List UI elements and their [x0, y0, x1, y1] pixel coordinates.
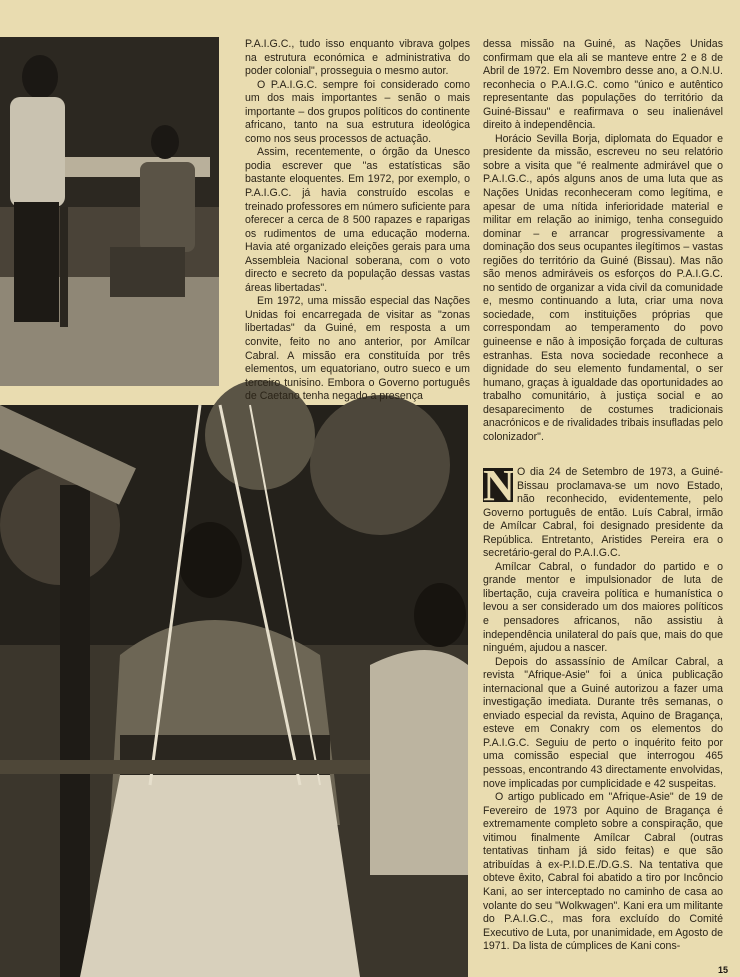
- lead-paragraph: [483, 461, 723, 561]
- photo-women-at-table: [0, 37, 219, 386]
- paragraph: Horácio Sevilla Borja, diplomata do Equador e presidente da missão, escreveu no seu relatório sobre a visita que "é realmente admirável que o P.A.I.G.C., após alguns anos de uma luta que as Nações Unidas reconheceram como legítima, e apesar de uma nítida inferioridade material e militar em relação ao inimigo, tenha conseguido dominar – e arrancar progressivamente a dominação dos seus ocupantes ilegítimos – vastas regiões do território da Guiné (Bissau). Mas não são menos admiráveis os esforços do P.A.I.G.C. no sentido de organizar a vida civil da comunidade e, mesmo continuando a luta, criar uma nova sociedade, com instituições próprias que correspondam ao temperamento do povo guineense e não à imposição forçada de culturas estranhas. Esta nova sociedade reconhece a dignidade do seu elemento fundamental, o ser humano, graças à igualdade das oportunidades ao trabalho comunitário, à justiça social e ao desaparecimento de costumes tradicionais anacrónicos e de rivalidades tribais insufladas pelo colonizador".: [483, 132, 723, 443]
- paragraph: Assim, recentemente, o órgão da Unesco podia escrever que "as estatísticas são bastante eloquentes. Em 1972, por exemplo, o P.A.I.G.C. já havia construído escolas e treinado professores em número suficiente para oferecer a cerca de 8 500 rapazes e raparigas os rudimentos de uma educação moderna. Havia até organizado eleições gerais para uma Assembleia Nacional soberana, com o voto directo e secreto da população dessas vastas áreas libertadas".: [245, 146, 470, 294]
- paragraph: O P.A.I.G.C. sempre foi considerado como um dos mais importantes – senão o mais importante – dos grupos políticos do continente africano, tanto na sua estrutura ideológica como nos seus processos de actuação.: [245, 78, 470, 145]
- paragraph: Depois do assassínio de Amílcar Cabral, a revista "Afrique-Asie" foi a única publicação internacional que a Guiné autorizou a fazer uma investigação imediata. Durante três semanas, o enviado especial da revista, Aquino de Bragança, esteve em Conakry com os elementos do P.A.I.G.C. Seguiu de perto o inquérito feito por uma comissão especial que interrogou 465 pessoas, encontrando 43 directamente envolvidas, nove implicadas por cumplicidade e 42 suspeitas.: [483, 655, 723, 790]
- paragraph: Em 1972, uma missão especial das Nações Unidas foi encarregada de visitar as "zonas libertadas" da Guiné, em resposta a um convite, feito no ano anterior, por Amílcar Cabral. A missão era constituída por três elementos, um equatoriano, outro sueco e um terceiro tunisino. Embora o Governo português de Caetano tenha negado a presença: [245, 295, 470, 403]
- photo-weaver-at-loom: [0, 405, 468, 977]
- drop-cap: N: [483, 461, 515, 510]
- paragraph: O artigo publicado em "Afrique-Asie" de 19 de Fevereiro de 1973 por Aquino de Bragança é extremamente completo sobre a conspiração, que vitimou finalmente Amílcar Cabral (outras tentativas tinham já sido feitas) e que são atribuídas à ex-P.I.D.E./D.G.S. Na tentativa que obteve êxito, Cabral foi abatido a tiro por Incôncio Kani, ao ser interceptado no caminho de casa ao volante do seu "Wolkwagen". Kani era um militante do P.A.I.G.C., mas fora excluído do Comité Executivo de Luta, por unanimidade, em Agosto de 1971. Da lista de cúmplices de Kani cons-: [483, 791, 723, 953]
- article-column-right-top: [483, 38, 723, 458]
- article-column-right-bottom: [483, 461, 723, 977]
- paragraph: Amílcar Cabral, o fundador do partido e o grande mentor e impulsionador de luta de libertação, cuja craveira política e humanística o levou a ser considerado um dos maiores políticos e pensadores africanos, não assistiu à independência unilateral do país que, mais do que ninguém, ajudou a nascer.: [483, 560, 723, 655]
- paragraph: dessa missão na Guiné, as Nações Unidas confirmam que ela ali se manteve entre 2 e 8 de Abril de 1972. Em Novembro desse ano, a O.N.U. reconhecia o P.A.I.G.C. como "único e autêntico representante das populações do território da Guiné-Bissau" e reafirmava o seu inalienável direito à independência.: [483, 38, 723, 132]
- paragraph: P.A.I.G.C., tudo isso enquanto vibrava golpes na estrutura económica e administrativa do poder colonial", prosseguia o mesmo autor.: [245, 38, 470, 78]
- page-number: 15: [718, 965, 729, 975]
- lead-text: O dia 24 de Setembro de 1973, a Guiné-Bissau proclamava-se um novo Estado, não reconhecido, evidentemente, pelo Governo português de então. Luís Cabral, irmão de Amílcar Cabral, foi designado presidente da República. Entretanto, Aristides Pereira era o secretário-geral do P.A.I.G.C.: [483, 466, 723, 560]
- article-column-middle: [245, 38, 470, 403]
